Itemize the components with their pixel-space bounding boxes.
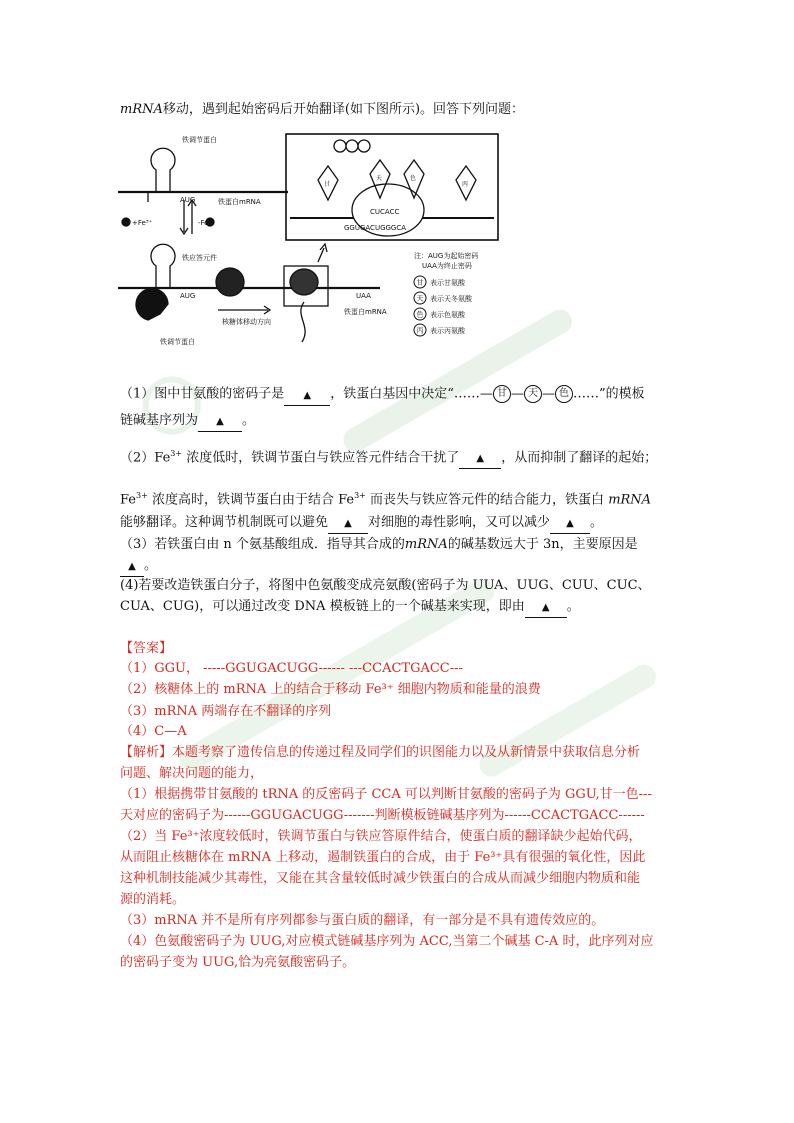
translation-diagram — [118, 130, 504, 358]
q3-text-b: mRNA — [404, 537, 448, 552]
q1-text-e: 。 — [242, 413, 256, 428]
q1-line-2 — [120, 412, 255, 432]
superscript: 3+ — [354, 491, 366, 500]
q4-line-2 — [120, 598, 580, 618]
label-iron-reg-protein-bottom: 铁调节蛋白 — [160, 338, 195, 346]
chain-circle: 天 — [524, 385, 542, 403]
label-aug-top: AUG — [180, 196, 196, 204]
answer-3: （3）mRNA 两端存在不翻译的序列 — [120, 704, 332, 719]
analysis-4: 天对应的密码子为------GGUGACUGG-------判断模板链碱基序列为------CCACTGACC------ — [120, 808, 645, 823]
intro-text: 移动，遇到起始密码后开始翻译(如下图所示)。回答下列问题： — [162, 102, 525, 117]
q2-text-f: 而丧失与铁应答元件的结合能力，铁蛋白 — [370, 492, 605, 508]
q4-blank — [525, 598, 567, 618]
q1-blank-2 — [198, 412, 242, 432]
q2-text-a: （2）Fe — [120, 450, 171, 466]
stem-loop-top — [151, 148, 175, 192]
q2-line-3 — [120, 514, 603, 534]
triangle-marker: ▲ — [303, 389, 312, 401]
q3-line-2 — [120, 557, 157, 577]
superscript: 3+ — [170, 449, 183, 458]
trna-label: 天 — [376, 175, 383, 182]
ribosome-2 — [290, 269, 318, 295]
q2-text-b: 浓度低时，铁调节蛋白与铁应答元件结合干扰了 — [186, 450, 460, 466]
q4-text-c: 。 — [566, 599, 580, 614]
answer-1: （1）GGU， -----GGUGACUGG------ ---CCACTGACC--- — [120, 661, 463, 676]
q1-blank-1 — [284, 386, 330, 406]
label-ferritin-mrna-bottom: 铁蛋白mRNA — [344, 308, 387, 316]
analysis-5: （2）当 Fe³⁺浓度较低时，铁调节蛋白与铁应答原件结合，使蛋白质的翻译缺少起始代码， — [120, 829, 642, 844]
q4-text-b: CUA、CUG)，可以通过改变 DNA 模板链上的一个碱基来实现，即由 — [120, 599, 525, 614]
iron-reg-protein-shape — [136, 289, 168, 320]
triangle-marker: ▲ — [476, 453, 485, 465]
triangle-marker: ▲ — [541, 602, 550, 613]
triangle-marker: ▲ — [344, 518, 352, 529]
analysis-6: 从而阻止核糖体在 mRNA 上移动，遏制铁蛋白的合成，由于 Fe³⁺具有很强的氧化性，因此 — [120, 850, 646, 865]
triangle-marker: ▲ — [566, 518, 574, 529]
q1-text-a: （1）图中甘氨酸的密码子是 — [120, 386, 285, 402]
q2-line-2 — [120, 487, 651, 509]
label-uaa: UAA — [356, 292, 371, 300]
legend-symbol: 丙 — [416, 326, 424, 335]
q2-line-1 — [120, 445, 657, 469]
legend-symbol: 甘 — [416, 278, 424, 287]
intro-line — [120, 101, 524, 119]
q3-text-d: 。 — [144, 558, 158, 573]
label-fe-plus: +Fe³⁺ — [132, 219, 153, 227]
q1-line-1: （1）图中甘氨酸的密码子是 ▲ ，铁蛋白基因中决定“……— 甘 — 天 — 色 ……”的模板 — [120, 385, 645, 406]
analysis-9: （3）mRNA 并不是所有序列都参与蛋白质的翻译，有一部分是不具有遗传效应的。 — [120, 913, 605, 928]
legend-text: 表示天冬氨酸 — [430, 295, 472, 303]
chain-circle: 甘 — [493, 385, 511, 403]
q4-line-1 — [120, 577, 651, 595]
chain-circle: 色 — [555, 385, 573, 403]
label-note1: 注：AUG为起始密码 — [414, 252, 479, 260]
label-iron-response-element: 铁应答元件 — [182, 254, 217, 262]
q4-text-a: (4)若要改造铁蛋白分子，将图中色氨酸变成亮氨酸(密码子为 UUA、UUG、CUU、CUC、 — [120, 578, 651, 593]
trna-label: 丙 — [462, 181, 469, 188]
analysis-7: 这种机制技能减少其毒性，又能在其含量较低时减少铁蛋白的合成从而减少细胞内物质和能 — [120, 871, 641, 886]
legend — [414, 276, 473, 336]
analysis-11: 的密码子变为 UUG,恰为亮氨酸密码子。 — [120, 955, 356, 970]
legend-text: 表示色氨酸 — [430, 311, 465, 319]
label-ribosome-direction: 核糖体移动方向 — [222, 318, 271, 326]
label-fe-minus: -Fe³⁺ — [198, 219, 215, 227]
trna-label: 甘 — [324, 181, 331, 188]
q3-text-c: 的碱基数远大于 3n，主要原因是 — [447, 537, 638, 552]
label-iron-reg-protein-top: 铁调节蛋白 — [182, 136, 217, 144]
q1-text-c: ……”的模板 — [572, 386, 645, 402]
q2-blank-3 — [550, 514, 590, 534]
label-note2: UAA为终止密码 — [422, 262, 472, 270]
triangle-marker: ▲ — [128, 561, 136, 572]
q2-text-h: 能够翻译。这种调节机制既可以避免 — [120, 515, 329, 530]
q3-line-1 — [120, 536, 638, 554]
analysis-3: （1）根据携带甘氨酸的 tRNA 的反密码子 CCA 可以判断甘氨酸的密码子为 GGU,甘一色--- — [120, 787, 652, 802]
q3-blank — [120, 557, 144, 577]
answer-2: （2）核糖体上的 mRNA 上的结合于移动 Fe³⁺ 细胞内物质和能量的浪费 — [120, 682, 541, 697]
superscript: 3+ — [136, 491, 148, 500]
q2-text-j: 。 — [590, 515, 604, 530]
trna-label: 色 — [410, 175, 417, 182]
legend-text: 表示甘氨酸 — [430, 279, 465, 287]
label-ferritin-mrna-top: 铁蛋白mRNA — [218, 198, 261, 206]
intro-italic: mRNA — [120, 102, 163, 117]
analysis-1: 【解析】本题考察了遗传信息的传递过程及同学们的识图能力以及从新情景中获取信息分析 — [120, 745, 641, 760]
stem-loop-bottom — [151, 244, 175, 288]
legend-text: 表示丙氨酸 — [430, 327, 465, 335]
triangle-marker: ▲ — [216, 416, 224, 427]
answer-4: （4）C—A — [120, 724, 187, 739]
label-aug-bottom: AUG — [180, 292, 196, 300]
watermark — [471, 653, 669, 795]
label-mrna-seq: GGUGACUGGGCA — [344, 224, 407, 232]
analysis-10: （4）色氨酸密码子为 UUG,对应模式链碱基序列为 ACC,当第二个碱基 C-A 时，此序列对应 — [120, 934, 654, 949]
q2-blank-1 — [459, 449, 501, 469]
q2-blank-2 — [328, 514, 368, 534]
ribosome-1 — [216, 268, 244, 296]
q2-text-d: Fe — [120, 492, 137, 508]
q1-text-d: 链碱基序列为 — [120, 413, 199, 428]
q2-text-c: ，从而抑制了翻译的起始； — [501, 450, 658, 466]
q1-text-b: ，铁蛋白基因中决定“…… — [330, 386, 480, 402]
legend-symbol: 色 — [416, 310, 424, 319]
q2-text-g: mRNA — [608, 492, 652, 508]
analysis-8: 源的消耗。 — [120, 892, 186, 907]
q2-text-i: 对细胞的毒性影响，又可以减少 — [368, 515, 551, 530]
legend-symbol: 天 — [416, 294, 424, 303]
analysis-2: 问题、解决问题的能力， — [120, 766, 264, 781]
q2-text-e: 浓度高时，铁调节蛋白由于结合 Fe — [151, 492, 355, 508]
q3-text-a: （3）若铁蛋白由 n 个氨基酸组成．指导其合成的 — [120, 537, 405, 552]
answer-header: 【答案】 — [120, 641, 173, 656]
label-anticodon: CUCACC — [370, 208, 400, 216]
